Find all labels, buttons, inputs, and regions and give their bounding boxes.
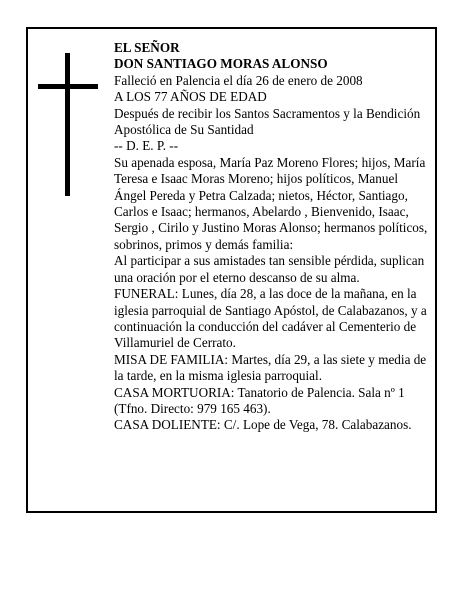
deceased-name: DON SANTIAGO MORAS ALONSO: [114, 56, 328, 72]
obituary-text: [114, 40, 432, 434]
funeral-paragraph: FUNERAL: Lunes, día 28, a las doce de la mañana, en la iglesia parroquial de Santiago Apóstol, de Calabazanos, y a continuación la conducción del cadáver al Cementerio de Villamuriel de Cerrato.: [114, 286, 427, 351]
cross-vertical-bar: [65, 53, 70, 196]
request-paragraph: Al participar a sus amistades tan sensible pérdida, suplican una oración por el eterno descanso de su alma.: [114, 253, 425, 285]
age-line: A LOS 77 AÑOS DE EDAD: [114, 89, 267, 105]
family-paragraph: Su apenada esposa, María Paz Moreno Flores; hijos, María Teresa e Isaac Moras Moreno; hijos políticos, Manuel Ángel Pereda y Petra Calzada; nietos, Héctor, Santiago, Carlos e Isaac; hermanos, Abelardo , Bienvenido, Isaac, Sergio , Cirilo y Justino Moras Alonso; hermanos políticos, sobrinos, primos y demás familia:: [114, 154, 428, 252]
dep-line: -- D. E. P. --: [114, 138, 179, 154]
mortuary-paragraph: CASA MORTUORIA: Tanatorio de Palencia. Sala nº 1 (Tfno. Directo: 979 165 463).: [114, 384, 405, 416]
mass-paragraph: MISA DE FAMILIA: Martes, día 29, a las siete y media de la tarde, en la misma iglesia parroquial.: [114, 351, 427, 384]
cross-icon: [38, 53, 98, 196]
cross-horizontal-bar: [38, 84, 98, 89]
death-line: Falleció en Palencia el día 26 de enero de 2008: [114, 72, 363, 88]
title-line1: EL SEÑOR: [114, 40, 180, 55]
sacraments-paragraph: Después de recibir los Santos Sacramentos y la Bendición Apostólica de Su Santidad: [114, 105, 421, 138]
home-paragraph: CASA DOLIENTE: C/. Lope de Vega, 78. Calabazanos.: [114, 417, 412, 433]
